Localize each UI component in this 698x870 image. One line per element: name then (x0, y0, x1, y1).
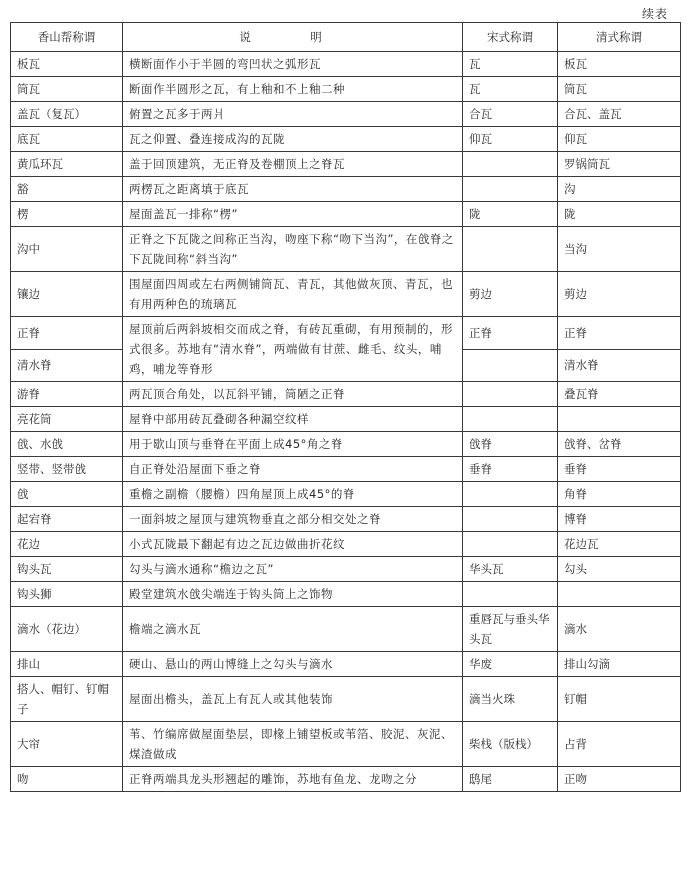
cell-description: 盖于回顶建筑，无正脊及卷棚顶上之脊瓦 (123, 152, 463, 177)
cell-song-term: 华头瓦 (463, 557, 558, 582)
cell-xiangshan-term: 正脊 (11, 317, 123, 350)
cell-song-term: 垂脊 (463, 457, 558, 482)
cell-song-term (463, 482, 558, 507)
cell-description: 自正脊处沿屋面下垂之脊 (123, 457, 463, 482)
table-row (11, 102, 681, 127)
table-row (11, 382, 681, 407)
cell-description: 小式瓦陇最下翻起有边之瓦边做曲折花纹 (123, 532, 463, 557)
cell-qing-term: 垂脊 (558, 457, 681, 482)
cell-description: 一面斜坡之屋顶与建筑物垂直之部分相交处之脊 (123, 507, 463, 532)
header-description: 说 明 (123, 23, 463, 52)
table-header-row (11, 23, 681, 52)
cell-song-term: 仰瓦 (463, 127, 558, 152)
cell-description: 正脊两端具龙头形翘起的雕饰，苏地有鱼龙、龙吻之分 (123, 767, 463, 792)
table-row (11, 652, 681, 677)
cell-xiangshan-term: 钩头瓦 (11, 557, 123, 582)
table-row (11, 77, 681, 102)
header-xiangshan-term: 香山帮称谓 (11, 23, 123, 52)
cell-xiangshan-term: 亮花筒 (11, 407, 123, 432)
cell-qing-term: 当沟 (558, 227, 681, 272)
cell-xiangshan-term: 镶边 (11, 272, 123, 317)
cell-qing-term: 陇 (558, 202, 681, 227)
cell-song-term (463, 382, 558, 407)
cell-description: 殿堂建筑水戗尖端连于钩头筒上之饰物 (123, 582, 463, 607)
cell-qing-term: 板瓦 (558, 52, 681, 77)
cell-xiangshan-term: 沟中 (11, 227, 123, 272)
cell-description: 两瓦顶合角处，以瓦斜平铺，筒陋之正脊 (123, 382, 463, 407)
cell-xiangshan-term: 滴水（花边） (11, 607, 123, 652)
table-row (11, 272, 681, 317)
cell-xiangshan-term: 竖带、竖带戗 (11, 457, 123, 482)
cell-song-term: 陇 (463, 202, 558, 227)
cell-song-term (463, 582, 558, 607)
cell-xiangshan-term: 黄瓜环瓦 (11, 152, 123, 177)
cell-song-term: 戗脊 (463, 432, 558, 457)
cell-description: 正脊之下瓦陇之间称正当沟，吻座下称“吻下当沟”，在戗脊之下瓦陇间称“斜当沟” (123, 227, 463, 272)
terminology-table (10, 22, 681, 792)
table-row (11, 507, 681, 532)
cell-qing-term (558, 407, 681, 432)
cell-song-term: 柴栈（版栈） (463, 722, 558, 767)
cell-qing-term: 占背 (558, 722, 681, 767)
table-row (11, 482, 681, 507)
cell-xiangshan-term: 盖瓦（复瓦） (11, 102, 123, 127)
cell-qing-term: 博脊 (558, 507, 681, 532)
cell-song-term (463, 532, 558, 557)
table-row (11, 532, 681, 557)
table-row (11, 227, 681, 272)
cell-qing-term: 清水脊 (558, 349, 681, 382)
table-row (11, 677, 681, 722)
cell-xiangshan-term: 板瓦 (11, 52, 123, 77)
cell-song-term (463, 349, 558, 382)
table-row (11, 722, 681, 767)
cell-qing-term: 筒瓦 (558, 77, 681, 102)
table-row (11, 457, 681, 482)
cell-description: 檐端之滴水瓦 (123, 607, 463, 652)
table-row (11, 557, 681, 582)
cell-xiangshan-term: 大帘 (11, 722, 123, 767)
table-row (11, 432, 681, 457)
cell-song-term (463, 507, 558, 532)
cell-song-term: 华废 (463, 652, 558, 677)
table-row (11, 52, 681, 77)
cell-song-term (463, 407, 558, 432)
header-song-term: 宋式称谓 (463, 23, 558, 52)
cell-song-term: 瓦 (463, 77, 558, 102)
cell-xiangshan-term: 底瓦 (11, 127, 123, 152)
cell-description: 重檐之副檐（腰檐）四角屋顶上成45°的脊 (123, 482, 463, 507)
cell-song-term: 合瓦 (463, 102, 558, 127)
table-row (11, 407, 681, 432)
cell-xiangshan-term: 戗、水戗 (11, 432, 123, 457)
cell-qing-term (558, 582, 681, 607)
table-row (11, 177, 681, 202)
cell-song-term (463, 177, 558, 202)
cell-description: 屋面出檐头，盖瓦上有瓦人或其他装饰 (123, 677, 463, 722)
cell-xiangshan-term: 钩头狮 (11, 582, 123, 607)
cell-qing-term: 合瓦、盖瓦 (558, 102, 681, 127)
cell-song-term (463, 227, 558, 272)
cell-description: 围屋面四周或左右两侧铺筒瓦、青瓦，其他做灰顶、青瓦，也有用两种色的琉璃瓦 (123, 272, 463, 317)
cell-description: 硬山、悬山的两山博缝上之勾头与滴水 (123, 652, 463, 677)
continued-label: 续表 (641, 7, 668, 21)
cell-description: 横断面作小于半圆的弯凹状之弧形瓦 (123, 52, 463, 77)
cell-qing-term: 正吻 (558, 767, 681, 792)
table-row (11, 767, 681, 792)
table-row (11, 127, 681, 152)
cell-song-term: 正脊 (463, 317, 558, 350)
table-row (11, 152, 681, 177)
cell-description: 屋面盖瓦一排称“楞” (123, 202, 463, 227)
cell-qing-term: 罗锅筒瓦 (558, 152, 681, 177)
cell-qing-term: 滴水 (558, 607, 681, 652)
cell-description: 勾头与滴水通称“檐边之瓦” (123, 557, 463, 582)
cell-song-term: 瓦 (463, 52, 558, 77)
cell-xiangshan-term: 筒瓦 (11, 77, 123, 102)
cell-xiangshan-term: 清水脊 (11, 349, 123, 382)
cell-song-term (463, 152, 558, 177)
cell-song-term: 鸱尾 (463, 767, 558, 792)
cell-description: 屋顶前后两斜坡相交而成之脊，有砖瓦重砌，有用预制的，形式很多。苏地有“清水脊”，两端做有甘蔗、雌毛、纹头，哺鸡，哺龙等脊形 (123, 317, 463, 382)
cell-xiangshan-term: 豁 (11, 177, 123, 202)
cell-description: 两楞瓦之距离填于底瓦 (123, 177, 463, 202)
cell-song-term: 滴当火珠 (463, 677, 558, 722)
cell-xiangshan-term: 搭人、帽钉、钉帽子 (11, 677, 123, 722)
cell-xiangshan-term: 起宕脊 (11, 507, 123, 532)
header-qing-term: 清式称谓 (558, 23, 681, 52)
table-row (11, 607, 681, 652)
cell-qing-term: 角脊 (558, 482, 681, 507)
cell-description: 俯置之瓦多于两爿 (123, 102, 463, 127)
cell-qing-term: 花边瓦 (558, 532, 681, 557)
cell-description: 用于歇山顶与垂脊在平面上成45°角之脊 (123, 432, 463, 457)
cell-qing-term: 沟 (558, 177, 681, 202)
cell-xiangshan-term: 楞 (11, 202, 123, 227)
cell-description: 苇、竹编席做屋面垫层，即椽上铺望板或苇箔、胶泥、灰泥、煤渣做成 (123, 722, 463, 767)
cell-xiangshan-term: 吻 (11, 767, 123, 792)
cell-qing-term: 钉帽 (558, 677, 681, 722)
cell-xiangshan-term: 花边 (11, 532, 123, 557)
cell-qing-term: 正脊 (558, 317, 681, 350)
cell-qing-term: 勾头 (558, 557, 681, 582)
cell-qing-term: 仰瓦 (558, 127, 681, 152)
cell-xiangshan-term: 游脊 (11, 382, 123, 407)
cell-qing-term: 排山勾滴 (558, 652, 681, 677)
cell-qing-term: 戗脊、岔脊 (558, 432, 681, 457)
table-row (11, 582, 681, 607)
cell-description: 断面作半圆形之瓦，有上釉和不上釉二种 (123, 77, 463, 102)
cell-xiangshan-term: 排山 (11, 652, 123, 677)
table-row (11, 317, 681, 350)
cell-song-term: 剪边 (463, 272, 558, 317)
cell-xiangshan-term: 戗 (11, 482, 123, 507)
cell-qing-term: 叠瓦脊 (558, 382, 681, 407)
cell-qing-term: 剪边 (558, 272, 681, 317)
cell-song-term: 重唇瓦与垂头华头瓦 (463, 607, 558, 652)
cell-description: 屋脊中部用砖瓦叠砌各种漏空纹样 (123, 407, 463, 432)
cell-description: 瓦之仰置、叠连接成沟的瓦陇 (123, 127, 463, 152)
table-row (11, 202, 681, 227)
